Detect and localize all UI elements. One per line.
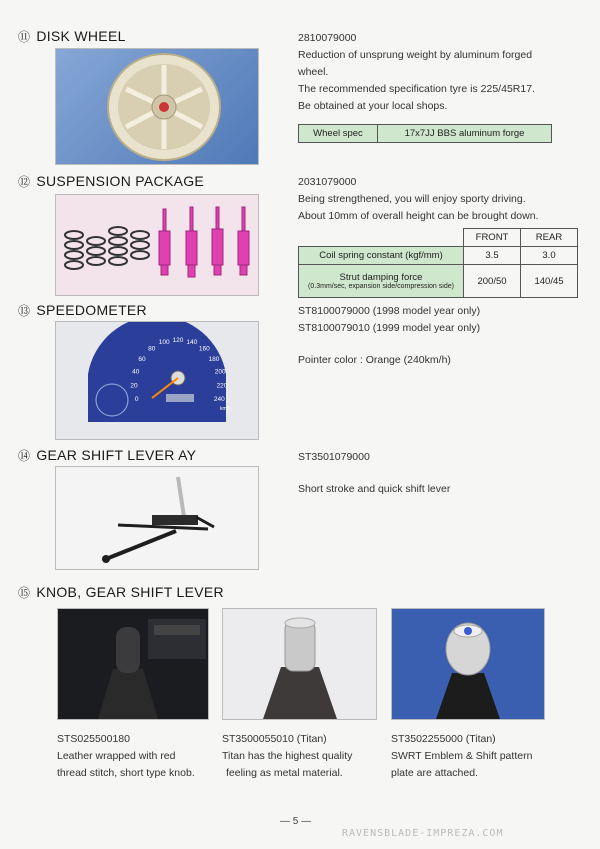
strut-label: Strut damping force [339, 272, 423, 283]
dial-number: 40 [132, 368, 140, 376]
strut-sublabel: (0.3mm/sec, expansion side/compression side) [308, 283, 454, 290]
dial-number: 120 [172, 337, 184, 344]
part-number: 2810079000 [298, 32, 357, 44]
desc-line: Titan has the highest quality [222, 750, 353, 762]
part-number-1998: ST8100079000 (1998 model year only) [298, 305, 481, 317]
wheel-spec-label: Wheel spec [299, 125, 378, 143]
section-number: ⑭ [18, 449, 31, 463]
gear-lever-photo [55, 466, 259, 570]
dial-number: 60 [138, 355, 146, 363]
gear-lever-desc: Short stroke and quick shift lever [298, 483, 451, 495]
dial-number: 80 [148, 345, 156, 353]
desc-line: About 10mm of overall height can be brought down. [298, 210, 539, 222]
desc-line: SWRT Emblem & Shift pattern [391, 750, 533, 762]
section-number: ⑪ [18, 30, 31, 44]
section-title-text: DISK WHEEL [36, 28, 126, 44]
section-title-gear-lever [18, 447, 196, 464]
dial-unit: km/h [220, 406, 231, 412]
dial-number: 240 [213, 396, 225, 403]
dial-number: 0 [134, 396, 139, 403]
coil-rear-value: 3.0 [521, 247, 578, 265]
header-front: FRONT [464, 229, 521, 247]
gear-lever-illustration [56, 467, 258, 569]
dial-number: 140 [186, 339, 198, 347]
wheel-spec-value: 17x7JJ BBS aluminum forge [378, 125, 552, 143]
section-title-text: SPEEDOMETER [36, 302, 147, 318]
speedometer-photo [55, 321, 259, 440]
watermark: RAVENSBLADE-IMPREZA.COM [342, 828, 504, 839]
knob-item-2 [222, 731, 392, 782]
disk-wheel-photo [55, 48, 259, 165]
desc-line: Leather wrapped with red [57, 750, 176, 762]
dial-number: 220 [216, 382, 228, 390]
leather-knob-illustration [58, 609, 208, 719]
coil-front-value: 3.5 [464, 247, 521, 265]
knob-photo-leather [57, 608, 209, 720]
section-number: ⑫ [18, 175, 31, 189]
desc-line: Reduction of unsprung weight by aluminum forged [298, 49, 533, 61]
desc-line: thread stitch, short type knob. [57, 767, 195, 779]
section-title-knob [18, 584, 224, 601]
page-number: — 5 — [280, 816, 312, 827]
part-number: STS025500180 [57, 733, 130, 745]
dial-number: 160 [198, 345, 210, 353]
knob-item-3 [391, 731, 571, 782]
suspension-description [298, 174, 588, 225]
desc-line: The recommended specification tyre is 225/45R17. [298, 83, 535, 95]
desc-line: wheel. [298, 66, 329, 78]
part-number: ST3500055010 (Titan) [222, 733, 327, 745]
pointer-color: Pointer color : Orange (240km/h) [298, 354, 451, 366]
swrt-knob-illustration [392, 609, 544, 719]
part-number: 2031079000 [298, 176, 357, 188]
suspension-photo [55, 194, 259, 296]
section-title-disk-wheel [18, 28, 126, 45]
section-number: ⑬ [18, 304, 31, 318]
dial-number: 180 [208, 355, 220, 363]
section-title-suspension [18, 173, 204, 190]
part-number-1999: ST8100079010 (1999 model year only) [298, 322, 481, 334]
dial-number: 20 [130, 382, 138, 390]
strut-front-value: 200/50 [464, 265, 521, 298]
knob-photo-swrt [391, 608, 545, 720]
knob-item-1 [57, 731, 217, 782]
speedometer-description [298, 303, 588, 369]
disk-wheel-description [298, 30, 578, 115]
speedometer-illustration [56, 322, 258, 439]
row-label-strut-damping [299, 265, 464, 298]
row-label-coil-spring: Coil spring constant (kgf/mm) [299, 247, 464, 265]
dial-number: 200 [214, 368, 226, 376]
knob-photo-titan [222, 608, 377, 720]
gear-lever-description [298, 449, 588, 498]
section-number: ⑮ [18, 586, 31, 600]
titan-knob-illustration [223, 609, 376, 719]
part-number: ST3502255000 (Titan) [391, 733, 496, 745]
header-rear: REAR [521, 229, 578, 247]
desc-line: feeling as metal material. [226, 767, 343, 779]
wheel-illustration [56, 49, 258, 164]
wheel-spec-table [298, 124, 552, 143]
dial-number: 100 [158, 339, 170, 347]
table-corner [299, 229, 464, 247]
strut-rear-value: 140/45 [521, 265, 578, 298]
section-title-text: GEAR SHIFT LEVER AY [36, 447, 197, 463]
desc-line: Being strengthened, you will enjoy sporty driving. [298, 193, 526, 205]
section-title-text: KNOB, GEAR SHIFT LEVER [36, 584, 224, 600]
springs-struts-illustration [56, 195, 258, 295]
section-title-speedometer [18, 302, 147, 319]
part-number: ST3501079000 [298, 451, 370, 463]
section-title-text: SUSPENSION PACKAGE [36, 173, 205, 189]
desc-line: Be obtained at your local shops. [298, 100, 448, 112]
desc-line: plate are attached. [391, 767, 478, 779]
suspension-spec-table [298, 228, 578, 298]
